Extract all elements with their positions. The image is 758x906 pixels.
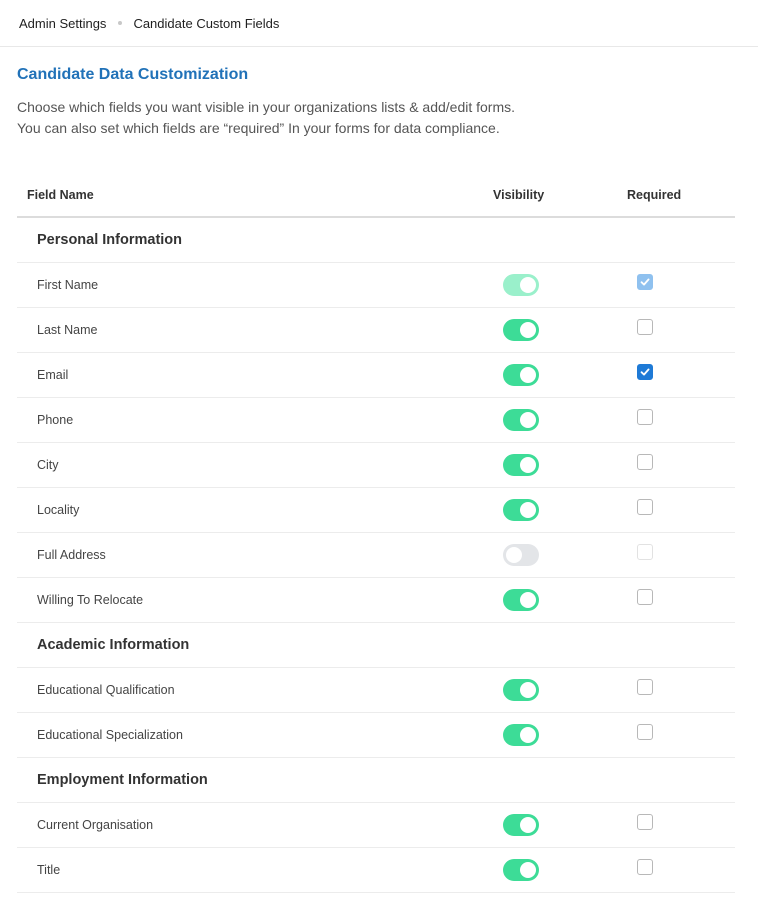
required-checkbox[interactable] — [637, 679, 653, 695]
required-checkbox[interactable] — [637, 724, 653, 740]
checkmark-icon — [640, 277, 650, 287]
visibility-toggle[interactable] — [503, 499, 539, 521]
table-body — [17, 218, 735, 893]
toggle-knob — [506, 547, 522, 563]
field-name-label: Locality — [37, 503, 80, 517]
field-name-label: Title — [37, 863, 61, 877]
required-checkbox — [637, 274, 653, 290]
table-row — [17, 803, 735, 848]
toggle-knob — [520, 457, 536, 473]
field-name-label: Willing To Relocate — [37, 593, 144, 607]
field-name-label: Phone — [37, 413, 74, 427]
visibility-toggle[interactable] — [503, 454, 539, 476]
toggle-knob — [520, 502, 536, 518]
field-name-label: Full Address — [37, 548, 106, 562]
field-name-label: Last Name — [37, 323, 98, 337]
toggle-knob — [520, 277, 536, 293]
required-checkbox[interactable] — [637, 319, 653, 335]
header-visibility: Visibility — [493, 188, 545, 202]
required-checkbox[interactable] — [637, 499, 653, 515]
page-description — [17, 97, 515, 139]
required-checkbox[interactable] — [637, 589, 653, 605]
visibility-toggle[interactable] — [503, 679, 539, 701]
visibility-toggle[interactable] — [503, 589, 539, 611]
breadcrumb-current: Candidate Custom Fields — [133, 15, 280, 31]
visibility-toggle[interactable] — [503, 409, 539, 431]
header-field-name: Field Name — [27, 188, 94, 202]
section-header: Personal Information — [17, 218, 735, 263]
section-header: Academic Information — [17, 623, 735, 668]
table-row — [17, 848, 735, 893]
table-row — [17, 353, 735, 398]
table-row — [17, 533, 735, 578]
page-title: Candidate Data Customization — [17, 66, 249, 83]
table-row — [17, 578, 735, 623]
field-name-label: Educational Qualification — [37, 683, 175, 697]
required-checkbox[interactable] — [637, 859, 653, 875]
description-line-2: You can also set which fields are “required” In your forms for data compliance. — [17, 120, 500, 136]
field-name-label: First Name — [37, 278, 99, 292]
visibility-toggle[interactable] — [503, 724, 539, 746]
toggle-knob — [520, 592, 536, 608]
breadcrumb — [0, 0, 758, 47]
table-row — [17, 398, 735, 443]
required-checkbox[interactable] — [637, 409, 653, 425]
required-checkbox[interactable] — [637, 364, 653, 380]
visibility-toggle[interactable] — [503, 544, 539, 566]
field-name-label: Email — [37, 368, 69, 382]
toggle-knob — [520, 862, 536, 878]
visibility-toggle — [503, 274, 539, 296]
visibility-toggle[interactable] — [503, 364, 539, 386]
table-header — [17, 174, 735, 218]
checkmark-icon — [640, 367, 650, 377]
fields-table — [17, 174, 735, 893]
toggle-knob — [520, 367, 536, 383]
table-row — [17, 713, 735, 758]
required-checkbox[interactable] — [637, 814, 653, 830]
toggle-knob — [520, 682, 536, 698]
table-row — [17, 308, 735, 353]
toggle-knob — [520, 322, 536, 338]
field-name-label: Current Organisation — [37, 818, 154, 832]
toggle-knob — [520, 727, 536, 743]
description-line-1: Choose which fields you want visible in your organizations lists & add/edit forms. — [17, 99, 516, 115]
header-required: Required — [627, 188, 682, 202]
visibility-toggle[interactable] — [503, 319, 539, 341]
visibility-toggle[interactable] — [503, 814, 539, 836]
table-row — [17, 668, 735, 713]
breadcrumb-separator — [118, 21, 122, 25]
table-row — [17, 488, 735, 533]
field-name-label: City — [37, 458, 59, 472]
breadcrumb-admin-settings[interactable]: Admin Settings — [19, 15, 107, 31]
table-row — [17, 443, 735, 488]
required-checkbox — [637, 544, 653, 560]
toggle-knob — [520, 817, 536, 833]
visibility-toggle[interactable] — [503, 859, 539, 881]
table-row — [17, 263, 735, 308]
toggle-knob — [520, 412, 536, 428]
required-checkbox[interactable] — [637, 454, 653, 470]
field-name-label: Educational Specialization — [37, 728, 183, 742]
section-header: Employment Information — [17, 758, 735, 803]
